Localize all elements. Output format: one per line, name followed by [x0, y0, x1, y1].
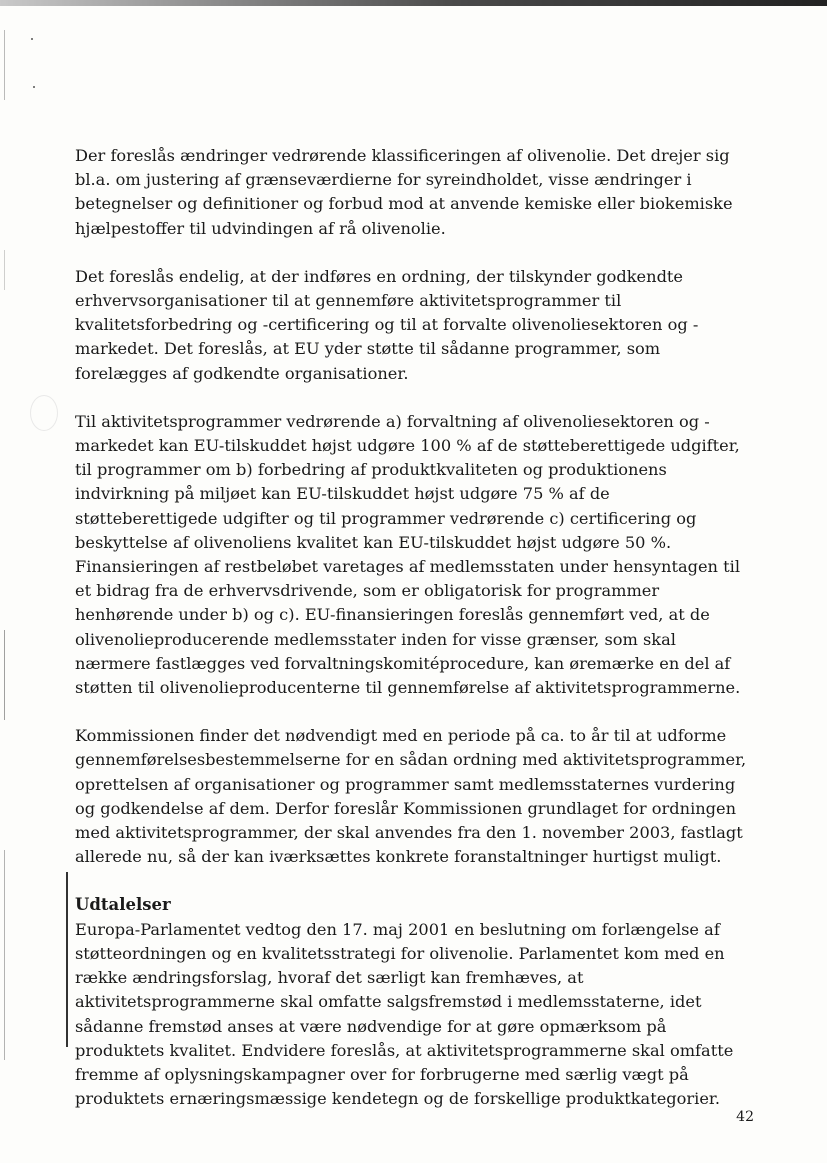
- section-paragraph: Europa-Parlamentet vedtog den 17. maj 2001 en beslutning om forlængelse af støtteordningen og en kvalitetsstrategi for olivenolie. Parlamentet kom med en række ændringsforslag, hvoraf det særligt kan fremhæves, at aktivitetsprogrammerne skal omfatte salgsfremstød i medlemsstaterne, idet sådanne fremstød anses at være nødvendige for at gøre opmærksom på produktets kvalitet. Endvidere foreslås, at aktivitetsprogrammerne skal omfatte fremme af oplysningskampagner over for forbrugerne med særlig vægt på produktets ernæringsmæssige kendetegn og de forskellige produktkategorier.: [75, 919, 734, 1109]
- section-heading: Udtalelser: [75, 895, 171, 915]
- paragraph-activity-scheme: Det foreslås endelig, at der indføres en ordning, der tilskynder godkendte erhvervsorganisationer til at gennemføre aktivitetsprogrammer til kvalitetsforbedring og -certificering og til at forvalte olivenoliesektoren og -markedet. Det foreslås, at EU yder støtte til sådanne programmer, som forelægges af godkendte organisationer.: [75, 266, 699, 383]
- section-udtalelser: [75, 893, 755, 1111]
- document-body: [75, 144, 755, 1111]
- page-number: 42: [736, 1109, 754, 1125]
- paragraph-classification: Der foreslås ændringer vedrørende klassificeringen af olivenolie. Det drejer sig bl.a. om justering af grænseværdierne for syreindholdet, visse ændringer i betegnelser og definitioner og forbud mod at anvende kemiske eller biokemiske hjælpestoffer til udvindingen af rå olivenolie.: [75, 146, 733, 238]
- paragraph-commission-timeline: Kommissionen finder det nødvendigt med en periode på ca. to år til at udforme gennemførelsesbestemmelserne for en sådan ordning med aktivitetsprogrammer, oprettelsen af organisationer og programmer samt medlemsstaternes vurdering og godkendelse af dem. Derfor foreslår Kommissionen grundlaget for ordningen med aktivitetsprogrammer, der skal anvendes fra den 1. november 2003, fastlagt allerede nu, så der kan iværksættes konkrete foranstaltninger hurtigst muligt.: [75, 726, 747, 867]
- scan-speck: [33, 86, 35, 88]
- scan-speck: [31, 38, 33, 40]
- punch-hole-mark: [30, 395, 58, 431]
- scan-left-edge: [4, 850, 5, 1060]
- margin-change-bar: [66, 872, 68, 1047]
- scan-left-edge: [4, 250, 5, 290]
- scan-left-edge: [4, 630, 5, 720]
- paragraph-eu-funding: Til aktivitetsprogrammer vedrørende a) forvaltning af olivenoliesektoren og -markedet kan EU-tilskuddet højst udgøre 100 % af de støtteberettigede udgifter, til programmer om b) forbedring af produktkvaliteten og produktionens indvirkning på miljøet kan EU-tilskuddet højst udgøre 75 % af de støtteberettigede udgifter og til programmer vedrørende c) certificering og beskyttelse af olivenoliens kvalitet kan EU-tilskuddet højst udgøre 50 %. Finansieringen af restbeløbet varetages af medlemsstaten under hensyntagen til et bidrag fra de erhvervsdrivende, som er obligatorisk for programmer henhørende under b) og c). EU-finansieringen foreslås gennemført ved, at de olivenolieproducerende medlemsstater inden for visse grænser, som skal nærmere fastlægges ved forvaltningskomitéprocedure, kan øremærke en del af støtten til olivenolieproducenterne til gennemførelse af aktivitetsprogrammerne.: [75, 411, 741, 698]
- scan-top-edge: [0, 0, 827, 6]
- scan-left-edge: [4, 30, 5, 100]
